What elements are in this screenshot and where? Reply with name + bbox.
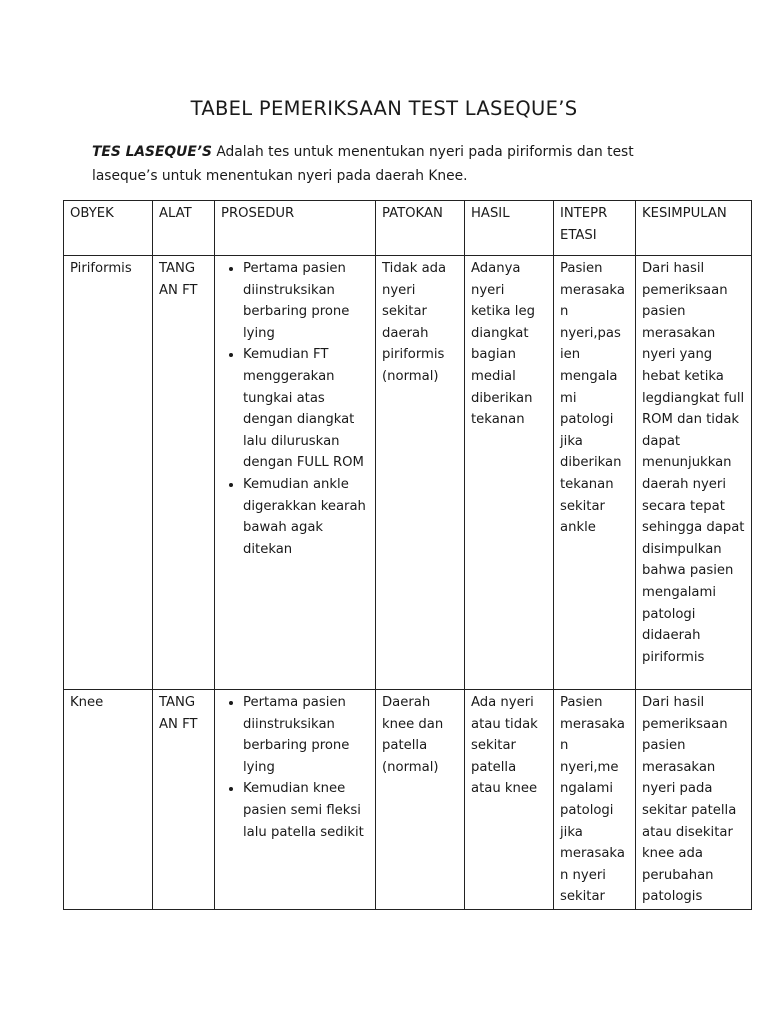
- cell-prosedur: [215, 256, 376, 690]
- header-prosedur: PROSEDUR: [215, 201, 376, 256]
- cell-obyek: Piriformis: [64, 256, 153, 690]
- procedure-list: [221, 258, 369, 560]
- cell-patokan: Tidak ada nyeri sekitar daerah piriformis (normal): [376, 256, 465, 690]
- header-obyek: OBYEK: [64, 201, 153, 256]
- header-kesimpulan: KESIMPULAN: [636, 201, 752, 256]
- cell-hasil: Ada nyeri atau tidak sekitar patella atau knee: [465, 690, 554, 910]
- procedure-step: • Kemudian ankle digerakkan kearah bawah agak ditekan: [243, 474, 369, 560]
- header-patokan: PATOKAN: [376, 201, 465, 256]
- table-row: [64, 690, 752, 910]
- intro-paragraph: [92, 140, 692, 188]
- procedure-step: • Pertama pasien diinstruksikan berbaring prone lying: [243, 258, 369, 344]
- cell-kesimpulan: Dari hasil pemeriksaan pasien merasakan nyeri pada sekitar patella atau disekitar knee ada perubahan patologis: [636, 690, 752, 910]
- procedure-step: • Kemudian knee pasien semi fleksi lalu patella sedikit: [243, 778, 369, 843]
- intro-term: TES LASEQUE’S: [92, 144, 212, 160]
- cell-patokan: Daerah knee dan patella (normal): [376, 690, 465, 910]
- table-header-row: [64, 201, 752, 256]
- cell-interpretasi: Pasien merasaka n nyeri,me ngalami patologi jika merasaka n nyeri sekitar: [554, 690, 636, 910]
- cell-hasil: Adanya nyeri ketika leg diangkat bagian medial diberikan tekanan: [465, 256, 554, 690]
- page-title: TABEL PEMERIKSAAN TEST LASEQUE’S: [190, 97, 578, 120]
- intro-text-line1: Adalah tes untuk menentukan nyeri pada piriformis dan test: [211, 144, 634, 160]
- procedure-step: • Pertama pasien diinstruksikan berbaring prone lying: [243, 692, 369, 778]
- laseque-table: [63, 200, 752, 910]
- header-hasil: HASIL: [465, 201, 554, 256]
- cell-kesimpulan: Dari hasil pemeriksaan pasien merasakan nyeri yang hebat ketika legdiangkat full ROM dan tidak dapat menunjukkan daerah nyeri secara tepat sehingga dapat disimpulkan bahwa pasien mengalami patologi didaerah piriformis: [636, 256, 752, 690]
- cell-alat: TANG AN FT: [153, 256, 215, 690]
- cell-alat: TANG AN FT: [153, 690, 215, 910]
- table-row: [64, 256, 752, 690]
- procedure-step: • Kemudian FT menggerakan tungkai atas dengan diangkat lalu diluruskan dengan FULL ROM: [243, 344, 369, 474]
- cell-interpretasi: Pasien merasaka n nyeri,pas ien mengala mi patologi jika diberikan tekanan sekitar ankle: [554, 256, 636, 690]
- procedure-list: [221, 692, 369, 843]
- cell-prosedur: [215, 690, 376, 910]
- header-alat: ALAT: [153, 201, 215, 256]
- header-interpretasi: INTEPR ETASI: [554, 201, 636, 256]
- cell-obyek: Knee: [64, 690, 153, 910]
- intro-text-line2: laseque’s untuk menentukan nyeri pada daerah Knee.: [92, 168, 468, 184]
